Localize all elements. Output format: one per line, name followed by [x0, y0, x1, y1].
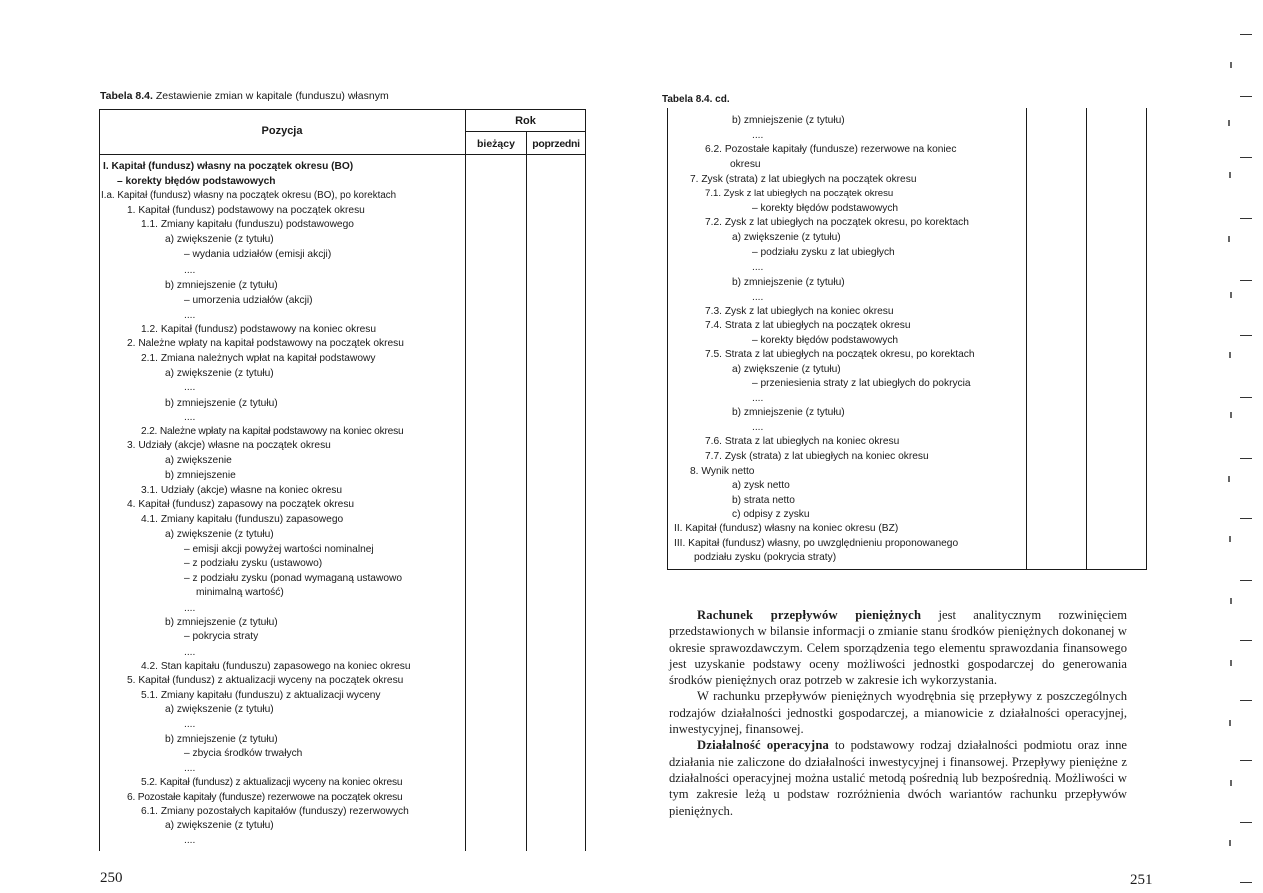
table-row: I. Kapitał (fundusz) własny na początek okresu (BO): [103, 161, 354, 172]
table-row: 7.2. Zysk z lat ubiegłych na początek okresu, po korektach: [705, 217, 969, 228]
table-row: 3.1. Udziały (akcje) własne na koniec okresu: [141, 485, 343, 496]
table-row: – korekty błędów podstawowych: [752, 203, 899, 214]
table-row: II. Kapitał (fundusz) własny na koniec okresu (BZ): [674, 523, 899, 534]
table-row: 2. Należne wpłaty na kapitał podstawowy na początek okresu: [127, 338, 404, 349]
table-row: a) zysk netto: [732, 480, 790, 491]
paragraph-text: jest analitycznym rozwinięciem przedstawionych w bilansie informacji o zmianie stanu środków pieniężnych dokonanej w okresie sprawozdawczym. Celem sporządzenia tego elementu sprawozdania finansowego jest uzyskanie podstawy oceny możliwości jednostki gospodarczej do generowania środków pieniężnych oraz potrzeb w zakresie ich wykorzystania.: [669, 608, 1127, 688]
table-row: ....: [184, 647, 196, 658]
table-row: I.a. Kapitał (fundusz) własny na początek okresu (BO), po korektach: [101, 190, 397, 201]
table-row: b) zmniejszenie (z tytułu): [165, 280, 278, 291]
table-row: 7.7. Zysk (strata) z lat ubiegłych na koniec okresu: [705, 451, 929, 462]
table-row: ....: [752, 262, 764, 273]
table-row: ....: [752, 422, 764, 433]
paragraph: [669, 737, 1127, 818]
table-row: 2.1. Zmiana należnych wpłat na kapitał podstawowy: [141, 353, 376, 364]
table-row: ....: [184, 412, 196, 423]
left-page-number: 250: [100, 870, 123, 886]
table-row: b) strata netto: [732, 495, 795, 506]
table-row: a) zwiększenie (z tytułu): [165, 704, 274, 715]
table-row: – korekty błędów podstawowych: [117, 176, 276, 187]
table-row: podziału zysku (pokrycia straty): [694, 552, 837, 563]
table-row: – emisji akcji powyżej wartości nominalnej: [184, 544, 374, 555]
table-row: a) zwiększenie (z tytułu): [165, 368, 274, 379]
term-dzialalnosc: Działalność operacyjna: [697, 738, 830, 753]
table-row: – korekty błędów podstawowych: [752, 335, 899, 346]
table-row: minimalną wartość): [196, 587, 284, 598]
table-row: okresu: [730, 159, 761, 170]
table-row: a) zwiększenie: [165, 455, 232, 466]
left-caption-text: Zestawienie zmian w kapitale (funduszu) własnym: [152, 90, 389, 102]
table-row: 7.6. Strata z lat ubiegłych na koniec okresu: [705, 436, 900, 447]
left-table-caption: [100, 90, 389, 102]
body-text: [669, 607, 1127, 819]
table-row: 6. Pozostałe kapitały (fundusze) rezerwowe na początek okresu: [127, 792, 403, 803]
table-row: – zbycia środków trwałych: [184, 748, 303, 759]
table-row: b) zmniejszenie (z tytułu): [732, 277, 845, 288]
table-row: – umorzenia udziałów (akcji): [184, 295, 313, 306]
paragraph: [669, 607, 1127, 688]
table-row: 6.2. Pozostałe kapitały (fundusze) rezerwowe na koniec: [705, 144, 957, 155]
table-row: – pokrycia straty: [184, 631, 259, 642]
table-row: a) zwiększenie (z tytułu): [732, 232, 841, 243]
table-row: 4.1. Zmiany kapitału (funduszu) zapasowego: [141, 514, 344, 525]
table-row: a) zwiększenie (z tytułu): [165, 529, 274, 540]
table-row: 7.3. Zysk z lat ubiegłych na koniec okresu: [705, 306, 894, 317]
table-row: 4.2. Stan kapitału (funduszu) zapasowego na koniec okresu: [141, 661, 411, 672]
table-row: ....: [752, 130, 764, 141]
table-row: 5.1. Zmiany kapitału (funduszu) z aktualizacji wyceny: [141, 690, 381, 701]
table-row: b) zmniejszenie (z tytułu): [165, 617, 278, 628]
table-row: 1.2. Kapitał (fundusz) podstawowy na koniec okresu: [141, 324, 377, 335]
table-row: ....: [184, 835, 196, 846]
table-row: b) zmniejszenie (z tytułu): [165, 734, 278, 745]
table-row: ....: [752, 393, 764, 404]
table-row: ....: [184, 265, 196, 276]
table-row: – wydania udziałów (emisji akcji): [184, 249, 332, 260]
table-row: b) zmniejszenie (z tytułu): [165, 398, 278, 409]
table-row: 6.1. Zmiany pozostałych kapitałów (funduszy) rezerwowych: [141, 806, 409, 817]
left-caption-label: Tabela 8.4.: [100, 90, 153, 102]
table-row: ....: [184, 603, 196, 614]
table-row: ....: [184, 719, 196, 730]
table-row: a) zwiększenie (z tytułu): [165, 820, 274, 831]
table-row: b) zmniejszenie (z tytułu): [732, 407, 845, 418]
paragraph: W rachunku przepływów pieniężnych wyodrębnia się przepływy z poszczególnych rodzajów działalności jednostki gospodarczej, a mianowicie z działalności operacyjnej, inwestycyjnej, finansowej.: [669, 689, 1127, 737]
table-row: ....: [184, 382, 196, 393]
table-row: 5. Kapitał (fundusz) z aktualizacji wyceny na początek okresu: [127, 675, 404, 686]
table-row: 5.2. Kapitał (fundusz) z aktualizacji wyceny na koniec okresu: [141, 777, 403, 788]
table-row: 3. Udziały (akcje) własne na początek okresu: [127, 440, 331, 451]
table-row: b) zmniejszenie: [165, 470, 236, 481]
table-row: ....: [184, 763, 196, 774]
right-page-number: 251: [1130, 872, 1153, 888]
table-row: – przeniesienia straty z lat ubiegłych do pokrycia: [752, 378, 971, 389]
table-row: 2.2. Należne wpłaty na kapitał podstawowy na koniec okresu: [141, 426, 404, 437]
table-row: 7.4. Strata z lat ubiegłych na początek okresu: [705, 320, 911, 331]
table-row: b) zmniejszenie (z tytułu): [732, 115, 845, 126]
table-row: c) odpisy z zysku: [732, 509, 810, 520]
table-row: 1. Kapitał (fundusz) podstawowy na początek okresu: [127, 205, 365, 216]
table-row: 7. Zysk (strata) z lat ubiegłych na początek okresu: [690, 174, 917, 185]
right-table-caption: Tabela 8.4. cd.: [662, 94, 730, 105]
column-header-rok: Rok: [515, 115, 536, 127]
column-header-poprzedni: poprzedni: [532, 138, 580, 150]
paragraph-text: to podstawowy rodzaj działalności podmiotu oraz inne działania nie zaliczone do działalności inwestycyjnej i finansowej. Przepływy pieniężne z działalności operacyjnej można ustalić metodą pośrednią lub bezpośrednią. Możliwości w tym zakresie leżą u podstaw rozróżnienia dwóch wariantów rachunku przepływów pieniężnych.: [669, 738, 1127, 818]
table-row: 7.1. Zysk z lat ubiegłych na początek okresu: [705, 188, 894, 199]
table-row: a) zwiększenie (z tytułu): [165, 234, 274, 245]
table-row: 4. Kapitał (fundusz) zapasowy na początek okresu: [127, 499, 355, 510]
table-row: ....: [752, 292, 764, 303]
table-row: 7.5. Strata z lat ubiegłych na początek okresu, po korektach: [705, 349, 975, 360]
table-row: a) zwiększenie (z tytułu): [732, 364, 841, 375]
table-row: III. Kapitał (fundusz) własny, po uwzględnieniu proponowanego: [674, 538, 959, 549]
table-row: 1.1. Zmiany kapitału (funduszu) podstawowego: [141, 219, 354, 230]
table-row: ....: [184, 310, 196, 321]
table-row: – z podziału zysku (ustawowo): [184, 558, 323, 569]
table-row: – z podziału zysku (ponad wymaganą ustawowo: [184, 573, 403, 584]
table-row: 8. Wynik netto: [690, 466, 755, 477]
column-header-pozycja: Pozycja: [261, 125, 303, 137]
term-rachunek: Rachunek przepływów pieniężnych: [697, 608, 922, 622]
table-row: – podziału zysku z lat ubiegłych: [752, 247, 895, 258]
column-header-biezacy: bieżący: [477, 138, 515, 150]
